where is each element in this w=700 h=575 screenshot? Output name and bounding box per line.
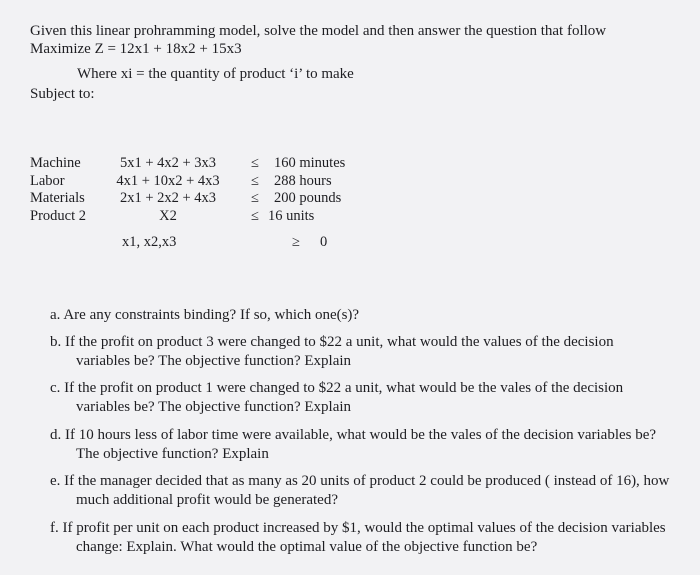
question-a — [50, 306, 670, 325]
constraint-expression: X2 — [159, 208, 177, 224]
objective-function: Maximize Z = 12x1 + 18x2 + 15x3 — [30, 41, 242, 57]
constraint-label: Product 2 — [30, 208, 86, 224]
constraint-expression: 5x1 + 4x2 + 3x3 — [119, 155, 217, 171]
question-f — [50, 519, 670, 557]
question-e — [50, 472, 670, 510]
question-text: a. Are any constraints binding? If so, which one(s)? — [50, 307, 360, 323]
constraint-expression: 4x1 + 10x2 + 4x3 — [116, 173, 220, 189]
nonneg-sign: ≥ — [292, 234, 300, 250]
question-text: c. If the profit on product 1 were changed to $22 a unit, what would be the vales of the decision variables be? The objective function? Explain — [50, 380, 624, 415]
subject-to-heading: Subject to: — [30, 86, 95, 102]
question-d — [50, 426, 670, 464]
constraint-label: Machine — [30, 155, 81, 171]
constraint-rhs: 16 units — [268, 208, 315, 224]
question-text: f. If profit per unit on each product increased by $1, would the optimal values of the decision variables change: Explain. What would the optimal value of the objective function be? — [50, 520, 666, 555]
question-text: d. If 10 hours less of labor time were available, what would be the vales of the decision variables be? The objective function? Explain — [50, 427, 657, 462]
constraint-label: Labor — [30, 173, 65, 189]
nonneg-variables: x1, x2,x3 — [122, 234, 177, 250]
constraint-label: Materials — [30, 190, 85, 206]
nonneg-rhs: 0 — [320, 234, 328, 250]
constraint-rhs: 288 hours — [274, 173, 332, 189]
question-text: e. If the manager decided that as many as 20 units of product 2 could be produced ( instead of 16), how much additional profit would be generated? — [50, 473, 670, 508]
question-text: b. If the profit on product 3 were changed to $22 a unit, what would the values of the decision variables be? The objective function? Explain — [50, 334, 614, 369]
constraint-sign: ≤ — [251, 190, 259, 206]
constraint-expression: 2x1 + 2x2 + 4x3 — [119, 190, 217, 206]
intro-line-1: Given this linear prohramming model, solve the model and then answer the question that follow — [30, 23, 607, 39]
constraint-sign: ≤ — [251, 155, 259, 171]
constraint-rhs: 200 pounds — [274, 190, 342, 206]
question-c — [50, 379, 670, 417]
variable-definition: Where xi = the quantity of product ‘i’ to make — [77, 66, 354, 82]
constraint-sign: ≤ — [251, 208, 259, 224]
constraint-rhs: 160 minutes — [274, 155, 346, 171]
question-b — [50, 333, 670, 371]
constraint-sign: ≤ — [251, 173, 259, 189]
